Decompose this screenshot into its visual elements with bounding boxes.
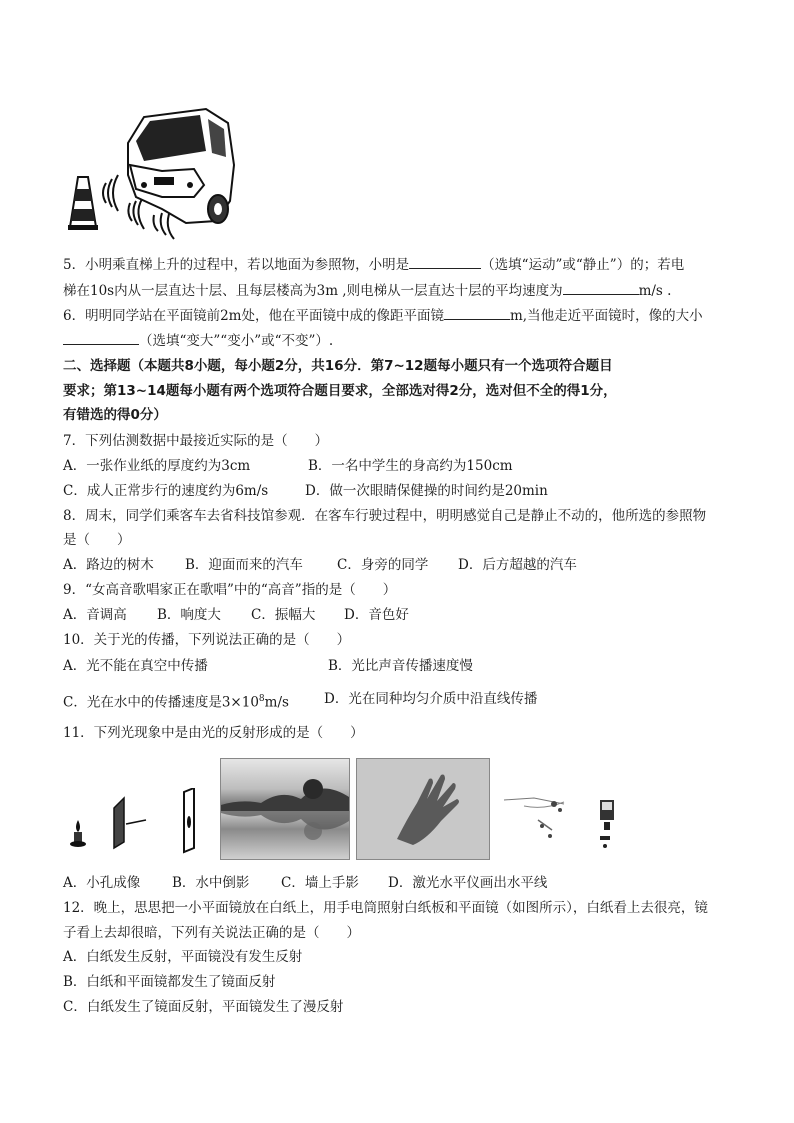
- q5-line2: 梯在10s内从一层直达十层、且每层楼高为3m ,则电梯从一层直达十层的平均速度为 m/s .: [63, 283, 672, 299]
- laser-level-icon: [600, 800, 614, 848]
- q6-line2: （选填“变大”“变小”或“不变”）.: [63, 332, 333, 350]
- q12-option-a[interactable]: A．白纸发生反射，平面镜没有发生反射: [63, 949, 303, 965]
- pinhole-imaging-figure: [66, 788, 216, 858]
- q9-option-b[interactable]: B．响度大: [157, 607, 221, 623]
- answer-blank[interactable]: [63, 332, 139, 345]
- q10-option-c[interactable]: C．光在水中的传播速度是$3\times 10^8m/s$: [63, 694, 289, 711]
- q12-option-c[interactable]: C．白纸发生了镜面反射，平面镜发生了漫反射: [63, 999, 344, 1015]
- q11-option-c[interactable]: C．墙上手影: [281, 875, 359, 891]
- section-heading-cont: 有错选的得0分）: [63, 407, 167, 423]
- q12-option-b[interactable]: B．白纸和平面镜都发生了镜面反射: [63, 974, 276, 990]
- q9-option-c[interactable]: C．振幅大: [251, 607, 316, 623]
- q10-option-d[interactable]: D．光在同种均匀介质中沿直线传播: [324, 691, 538, 707]
- q11-option-b[interactable]: B．水中倒影: [172, 875, 250, 891]
- water-reflection-photo: [220, 758, 350, 860]
- q8-option-a[interactable]: A．路边的树木: [63, 557, 154, 573]
- q7-option-b[interactable]: B．一名中学生的身高约为150cm: [308, 458, 513, 474]
- q10-option-a[interactable]: A．光不能在真空中传播: [63, 658, 208, 674]
- q10-option-b[interactable]: B．光比声音传播速度慢: [328, 658, 473, 674]
- section-heading: 二、选择题（本题共8小题，每小题2分，共16分．第7~12题每小题只有一个选项符合题目: [63, 358, 613, 374]
- q7-option-a[interactable]: A．一张作业纸的厚度约为3cm: [63, 458, 251, 474]
- q12-stem: 12．晚上，思思把一小平面镜放在白纸上，用手电筒照射白纸板和平面镜（如图所示），白纸看上去很亮，镜: [63, 900, 708, 916]
- q8-option-c[interactable]: C．身旁的同学: [337, 557, 429, 573]
- q6-line1: 6．明明同学站在平面镜前2m处，他在平面镜中成的像距平面镜 m,当他走近平面镜时，像的大小: [63, 308, 703, 324]
- q12-stem-cont: 子看上去却很暗，下列有关说法正确的是（ ）: [63, 925, 360, 941]
- section-heading-cont: 要求；第13~14题每小题有两个选项符合题目要求，全部选对得2分，选对但不全的得1分，: [63, 383, 617, 399]
- q9-option-a[interactable]: A．音调高: [63, 607, 127, 623]
- q10-stem: 10．关于光的传播，下列说法正确的是（ ）: [63, 632, 351, 648]
- q9-option-d[interactable]: D．音色好: [344, 607, 409, 623]
- answer-blank[interactable]: [409, 256, 481, 269]
- laser-level-figure: [494, 780, 634, 860]
- q8-stem: 8．周末，同学们乘客车去省科技馆参观．在客车行驶过程中，明明感觉自己是静止不动的，他所选的参照物: [63, 508, 707, 524]
- q8-option-d[interactable]: D．后方超越的汽车: [458, 557, 577, 573]
- q7-stem: 7．下列估测数据中最接近实际的是（ ）: [63, 433, 329, 449]
- q7-option-c[interactable]: C．成人正常步行的速度约为6m/s: [63, 483, 269, 499]
- q11-stem: 11．下列光现象中是由光的反射形成的是（ ）: [63, 725, 364, 741]
- car-parking-sensor-figure: [66, 105, 238, 245]
- q7-option-d[interactable]: D．做一次眼睛保健操的时间约是20min: [305, 483, 548, 499]
- answer-blank[interactable]: [563, 282, 639, 295]
- q5-line1: 5．小明乘直梯上升的过程中，若以地面为参照物，小明是 （选填“运动”或“静止”）的；若电: [63, 257, 685, 273]
- candle-icon: [70, 820, 86, 847]
- q11-option-d[interactable]: D．激光水平仪画出水平线: [388, 875, 548, 891]
- q11-option-a[interactable]: A．小孔成像: [63, 875, 141, 891]
- car-icon: [128, 109, 234, 223]
- answer-blank[interactable]: [444, 307, 510, 320]
- q8-option-b[interactable]: B．迎面而来的汽车: [185, 557, 303, 573]
- q9-stem: 9．“女高音歌唱家正在歌唱”中的“高音”指的是（ ）: [63, 582, 397, 598]
- hand-shadow-photo: [356, 758, 490, 860]
- traffic-cone-icon: [68, 177, 98, 230]
- q8-stem-cont: 是（ ）: [63, 532, 131, 548]
